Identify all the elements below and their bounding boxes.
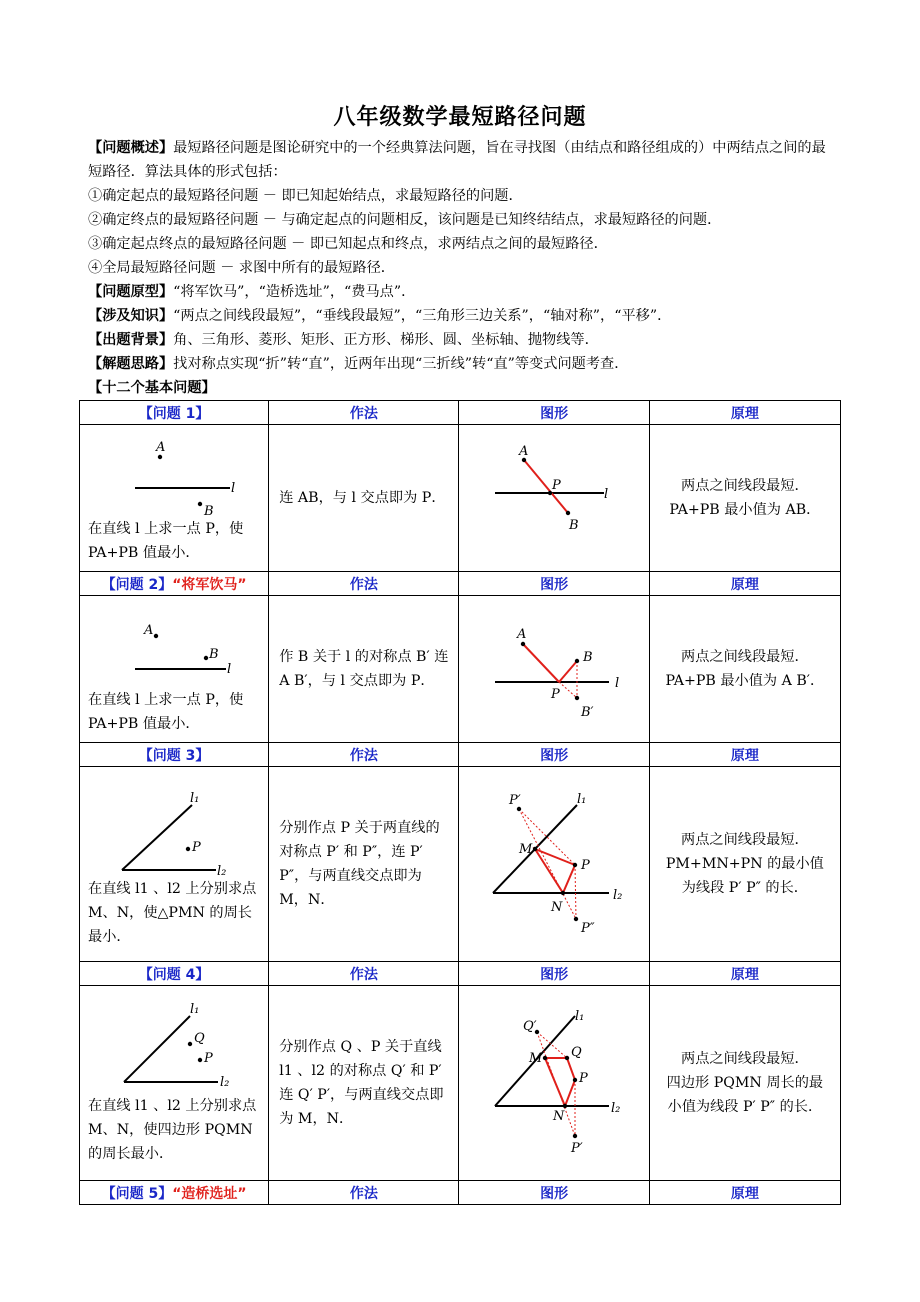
problem-4-principle: 两点之间线段最短． 四边形 PQMN 周长的最小值为线段 P′ P″ 的长． [649,986,840,1181]
problem-4-question: 在直线 l1 、l2 上分别求点 M、N，使四边形 PQMN 的周长最小． [88,1098,257,1162]
svg-text:P: P [581,858,591,873]
problem-4-row [80,986,841,1181]
figure-header: 图形 [459,401,649,425]
problem-2-header-row [80,572,841,596]
method-header: 作法 [269,743,459,767]
overview-item-2: ②确定终点的最短路径问题 － 与确定起点的问题相反，该问题是已知终结结点，求最短路径的问题． [88,212,722,228]
svg-text:M: M [519,842,533,857]
svg-text:N: N [551,900,563,915]
method-header: 作法 [269,572,459,596]
twelve-problems-heading: 【十二个基本问题】 [88,380,216,396]
principle-header: 原理 [649,572,840,596]
problem-3-solution-figure [459,767,648,961]
svg-text:B: B [204,504,214,517]
intro-section [88,136,836,400]
problem-1-question-cell [80,425,269,572]
problem-2-question: 在直线 l 上求一点 P，使 PA+PB 值最小． [88,692,244,732]
problem-1-solution-figure [459,425,648,571]
svg-text:l: l [227,662,232,677]
problem-2-principle: 两点之间线段最短． PA+PB 最小值为 A B′． [649,596,840,743]
problem-2-row [80,596,841,743]
problem-4-solution-figure [459,986,648,1180]
problem-3-header-row [80,743,841,767]
problem-1-principle: 两点之间线段最短． PA+PB 最小值为 AB． [649,425,840,572]
svg-text:l: l [615,676,620,691]
svg-text:A: A [517,627,527,642]
problem-2-question-cell [80,596,269,743]
svg-text:P″: P″ [581,921,596,936]
problem-1-figure [459,425,649,572]
problem-1-row [80,425,841,572]
problem-3-question: 在直线 l1 、l2 上分别求点 M、N，使△PMN 的周长最小． [88,881,257,945]
principle-header: 原理 [649,1181,840,1205]
problems-table [79,400,841,1205]
svg-text:P′: P′ [571,1141,584,1156]
figure-header: 图形 [459,572,649,596]
svg-text:A: A [519,444,529,459]
svg-text:l₁: l₁ [190,791,200,806]
svg-text:l₂: l₂ [217,864,227,877]
svg-text:l₂: l₂ [611,1101,621,1116]
svg-text:P: P [192,840,201,855]
prototype-paragraph: 【问题原型】“将军饮马”，“造桥选址”，“费马点”． [88,284,416,300]
svg-text:l: l [604,487,609,502]
svg-text:P: P [579,1071,589,1086]
problem-1-question: 在直线 l 上求一点 P，使 PA+PB 值最小． [88,521,244,561]
problem-1-method: 连 AB，与 l 交点即为 P． [269,425,459,572]
svg-text:B′: B′ [581,705,594,720]
problem-4-label: 【问题 4】 [80,962,269,986]
problem-1-label: 【问题 1】 [80,401,269,425]
problem-3-method: 分别作点 P 关于两直线的对称点 P′ 和 P″，连 P′ P″，与两直线交点即为 M，N． [269,767,459,962]
principle-header: 原理 [649,401,840,425]
svg-text:l₁: l₁ [190,1002,200,1017]
method-header: 作法 [269,1181,459,1205]
principle-header: 原理 [649,962,840,986]
problem-5-label: 【问题 5】“造桥选址” [80,1181,269,1205]
svg-text:A: A [144,623,154,638]
svg-text:B: B [583,650,594,665]
figure-header: 图形 [459,962,649,986]
svg-text:l₁: l₁ [577,792,587,807]
svg-text:l: l [231,481,236,496]
problem-4-figure [459,986,649,1181]
svg-text:M: M [529,1051,543,1066]
problem-3-question-cell [80,767,269,962]
problem-2-method: 作 B 关于 l 的对称点 B′ 连 A B′，与 l 交点即为 P． [269,596,459,743]
background-paragraph: 【出题背景】角、三角形、菱形、矩形、正方形、梯形、圆、坐标轴、抛物线等． [88,332,599,348]
svg-text:l₂: l₂ [220,1075,230,1090]
problem-1-header-row [80,401,841,425]
problem-3-question-figure [80,767,268,877]
method-header: 作法 [269,962,459,986]
problem-2-label: 【问题 2】“将军饮马” [80,572,269,596]
svg-text:N: N [553,1109,565,1124]
overview-item-1: ①确定起点的最短路径问题 － 即已知起始结点，求最短路径的问题． [88,188,523,204]
svg-text:P: P [552,478,562,493]
problem-3-figure [459,767,649,962]
principle-header: 原理 [649,743,840,767]
problem-3-label: 【问题 3】 [80,743,269,767]
svg-text:B: B [209,647,219,662]
overview-item-4: ④全局最短路径问题 － 求图中所有的最短路径． [88,260,395,276]
overview-paragraph: 【问题概述】最短路径问题是图论研究中的一个经典算法问题，旨在寻找图（由结点和路径组成的）中两结点之间的最短路径．算法具体的形式包括： [88,140,826,180]
svg-text:A: A [156,440,166,455]
svg-text:P: P [551,687,561,702]
problem-4-question-figure [80,986,268,1094]
problem-5-header-row [80,1181,841,1205]
problem-2-question-figure [80,596,268,688]
problem-3-principle: 两点之间线段最短． PM+MN+PN 的最小值为线段 P′ P″ 的长． [649,767,840,962]
svg-text:Q: Q [571,1045,583,1060]
svg-text:l₂: l₂ [613,888,623,903]
method-header: 作法 [269,401,459,425]
problem-4-question-cell [80,986,269,1181]
problem-3-row [80,767,841,962]
svg-text:l₁: l₁ [575,1009,585,1024]
problem-2-solution-figure [459,596,648,742]
svg-text:Q: Q [194,1031,205,1046]
knowledge-paragraph: 【涉及知识】“两点之间线段最短”，“垂线段最短”，“三角形三边关系”，“轴对称”，“平移”． [88,308,672,324]
overview-item-3: ③确定起点终点的最短路径问题 － 即已知起点和终点，求两结点之间的最短路径． [88,236,608,252]
page-title: 八年级数学最短路径问题 [333,104,587,130]
figure-header: 图形 [459,1181,649,1205]
svg-text:Q′: Q′ [523,1019,538,1034]
problem-4-header-row [80,962,841,986]
problem-1-question-figure [80,425,268,517]
svg-text:B: B [569,518,580,533]
svg-text:P: P [204,1051,213,1066]
problem-4-method: 分别作点 Q 、P 关于直线 l1 、l2 的对称点 Q′ 和 P′ 连 Q′ P′，与两直线交点即为 M，N． [269,986,459,1181]
figure-header: 图形 [459,743,649,767]
idea-paragraph: 【解题思路】找对称点实现“折”转“直”，近两年出现“三折线”转“直”等变式问题考查． [88,356,629,372]
svg-text:P′: P′ [509,793,522,808]
problem-2-figure [459,596,649,743]
